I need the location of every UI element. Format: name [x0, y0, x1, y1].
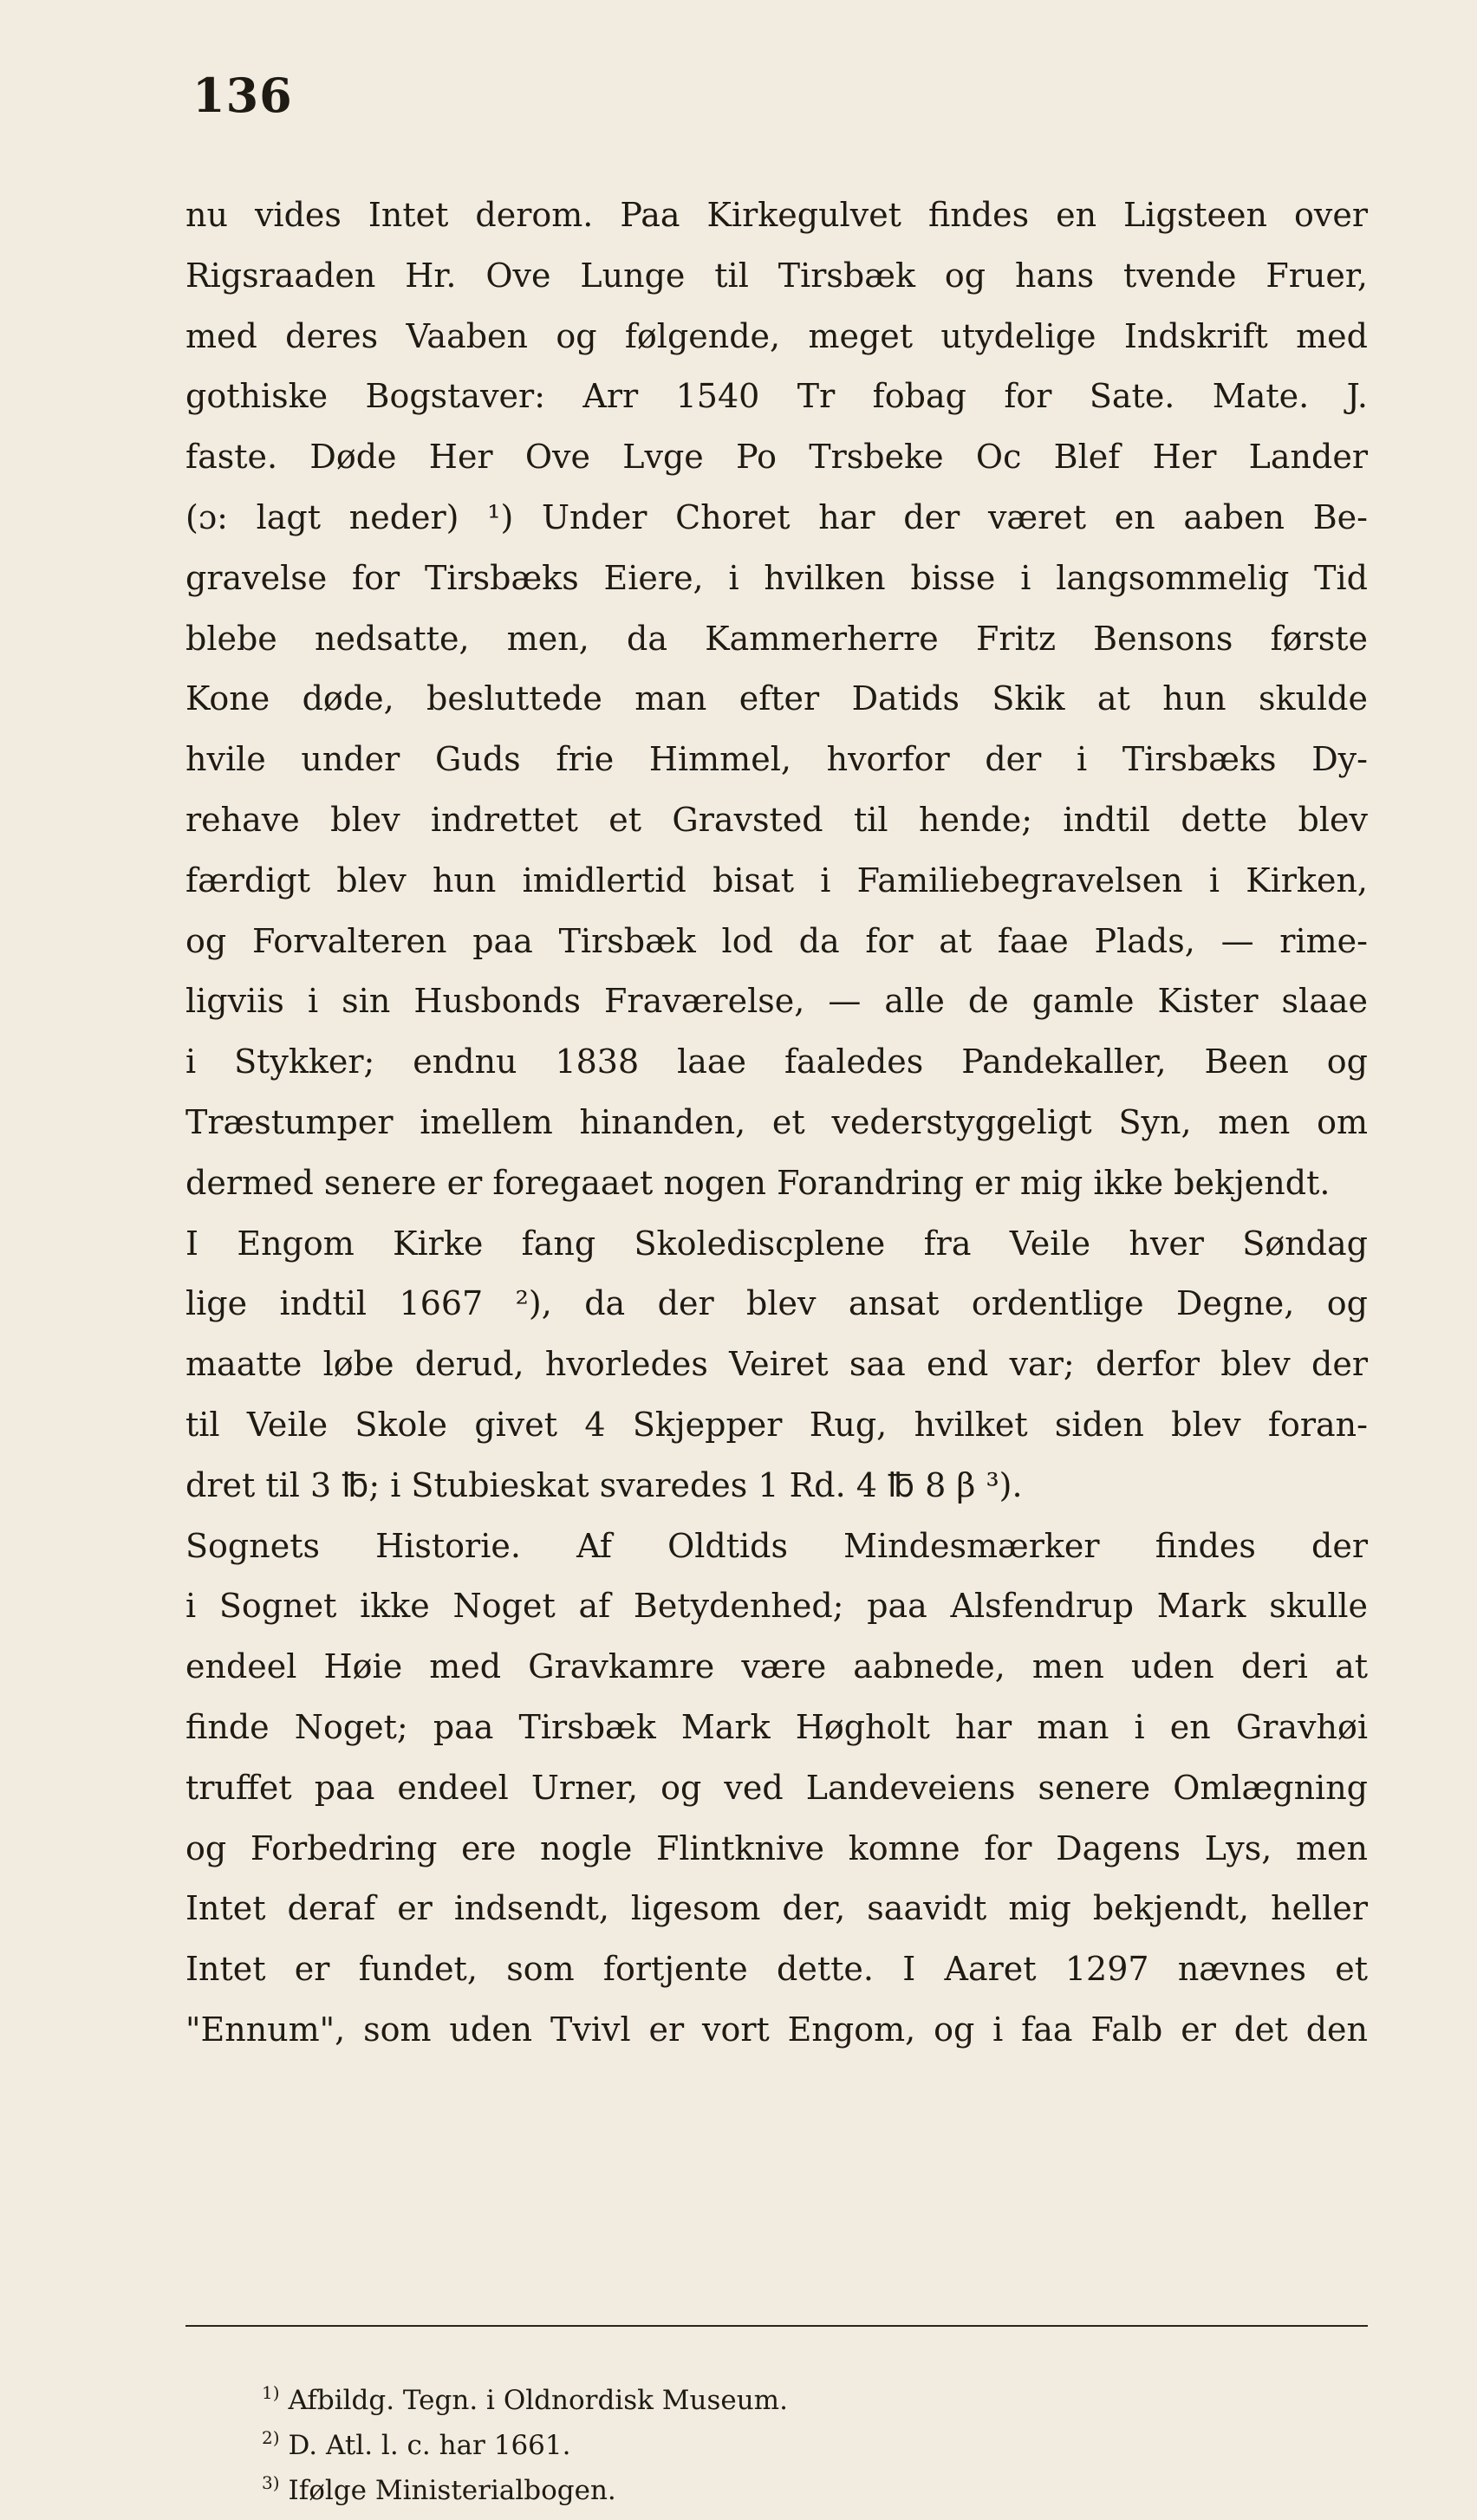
body-text [185, 185, 1368, 2061]
text-line: i Sognet ikke Noget af Betydenhed; paa Alsfendrup Mark skulle [185, 1587, 1368, 1626]
text-line: og Forbedring ere nogle Flintknive komne for Dagens Lys, men [185, 1828, 1368, 1867]
text-line: og Forvalteren paa Tirsbæk lod da for at faae Plads, — rime- [185, 921, 1368, 960]
text-line: endeel Høie med Gravkamre være aabnede, men uden deri at [185, 1647, 1368, 1686]
text-line: faste. Døde Her Ove Lvge Po Trsbeke Oc Blef Her Lander [185, 438, 1368, 477]
text-line: Sognets Historie. Af Oldtids Mindesmærker findes der [185, 1526, 1368, 1565]
text-line: til Veile Skole givet 4 Skjepper Rug, hvilket siden blev foran- [185, 1405, 1368, 1444]
text-line: hvile under Guds frie Himmel, hvorfor der i Tirsbæks Dy- [185, 740, 1368, 779]
text-line: ligviis i sin Husbonds Fraværelse, — alle de gamle Kister slaae [185, 982, 1368, 1021]
text-line: gothiske Bogstaver: Arr 1540 Tr fobag for Sate. Mate. J. [185, 377, 1368, 416]
footnote-divider [185, 2325, 1368, 2327]
text-line: med deres Vaaben og følgende, meget utydelige Indskrift med [185, 316, 1368, 355]
footnotes [262, 2370, 1215, 2505]
text-line: I Engom Kirke fang Skolediscplene fra Veile hver Søndag [185, 1224, 1368, 1263]
page-number: 136 [192, 68, 293, 123]
footnote [262, 2370, 1215, 2415]
text-line: truffet paa endeel Urner, og ved Landeveiens senere Omlægning [185, 1768, 1368, 1807]
text-line: færdigt blev hun imidlertid bisat i Familiebegravelsen i Kirken, [185, 861, 1368, 900]
text-line: rehave blev indrettet et Gravsted til hende; indtil dette blev [185, 800, 1368, 839]
text-line: Intet er fundet, som fortjente dette. I Aaret 1297 nævnes et [185, 1950, 1368, 1989]
footnote-text: Afbildg. Tegn. i Oldnordisk Museum. [288, 2385, 788, 2416]
footnote-mark: 2) [262, 2427, 280, 2448]
footnote [262, 2415, 1215, 2460]
text-line: dret til 3 ℔; i Stubieskat svaredes 1 Rd. 4 ℔ 8 β ³). [185, 1465, 1023, 1504]
text-line: maatte løbe derud, hvorledes Veiret saa end var; derfor blev der [185, 1345, 1368, 1384]
text-line: lige indtil 1667 ²), da der blev ansat ordentlige Degne, og [185, 1284, 1368, 1323]
footnote-text: Ifølge Ministerialbogen. [288, 2475, 616, 2506]
text-line: "Ennum", som uden Tvivl er vort Engom, og i faa Falb er det den [185, 2010, 1368, 2049]
text-line: finde Noget; paa Tirsbæk Mark Høgholt har man i en Gravhøi [185, 1707, 1368, 1746]
footnote [262, 2460, 1215, 2505]
text-line: nu vides Intet derom. Paa Kirkegulvet findes en Ligsteen over [185, 196, 1368, 234]
text-line: blebe nedsatte, men, da Kammerherre Fritz Bensons første [185, 619, 1368, 658]
text-line: Rigsraaden Hr. Ove Lunge til Tirsbæk og hans tvende Fruer, [185, 256, 1368, 295]
text-line: gravelse for Tirsbæks Eiere, i hvilken bisse i langsommelig Tid [185, 558, 1368, 597]
text-line: (ɔ: lagt neder) ¹) Under Choret har der været en aaben Be- [185, 497, 1368, 536]
footnote-text: D. Atl. l. c. har 1661. [288, 2430, 571, 2461]
text-line: Kone døde, besluttede man efter Datids Skik at hun skulde [185, 679, 1368, 718]
text-line: Træstumper imellem hinanden, et vederstyggeligt Syn, men om [185, 1102, 1368, 1141]
footnote-mark: 3) [262, 2472, 280, 2493]
text-line: dermed senere er foregaaet nogen Forandring er mig ikke bekjendt. [185, 1163, 1331, 1202]
text-line: Intet deraf er indsendt, ligesom der, saavidt mig bekjendt, heller [185, 1889, 1368, 1928]
footnote-mark: 1) [262, 2382, 280, 2403]
text-line: i Stykker; endnu 1838 laae faaledes Pandekaller, Been og [185, 1042, 1368, 1081]
